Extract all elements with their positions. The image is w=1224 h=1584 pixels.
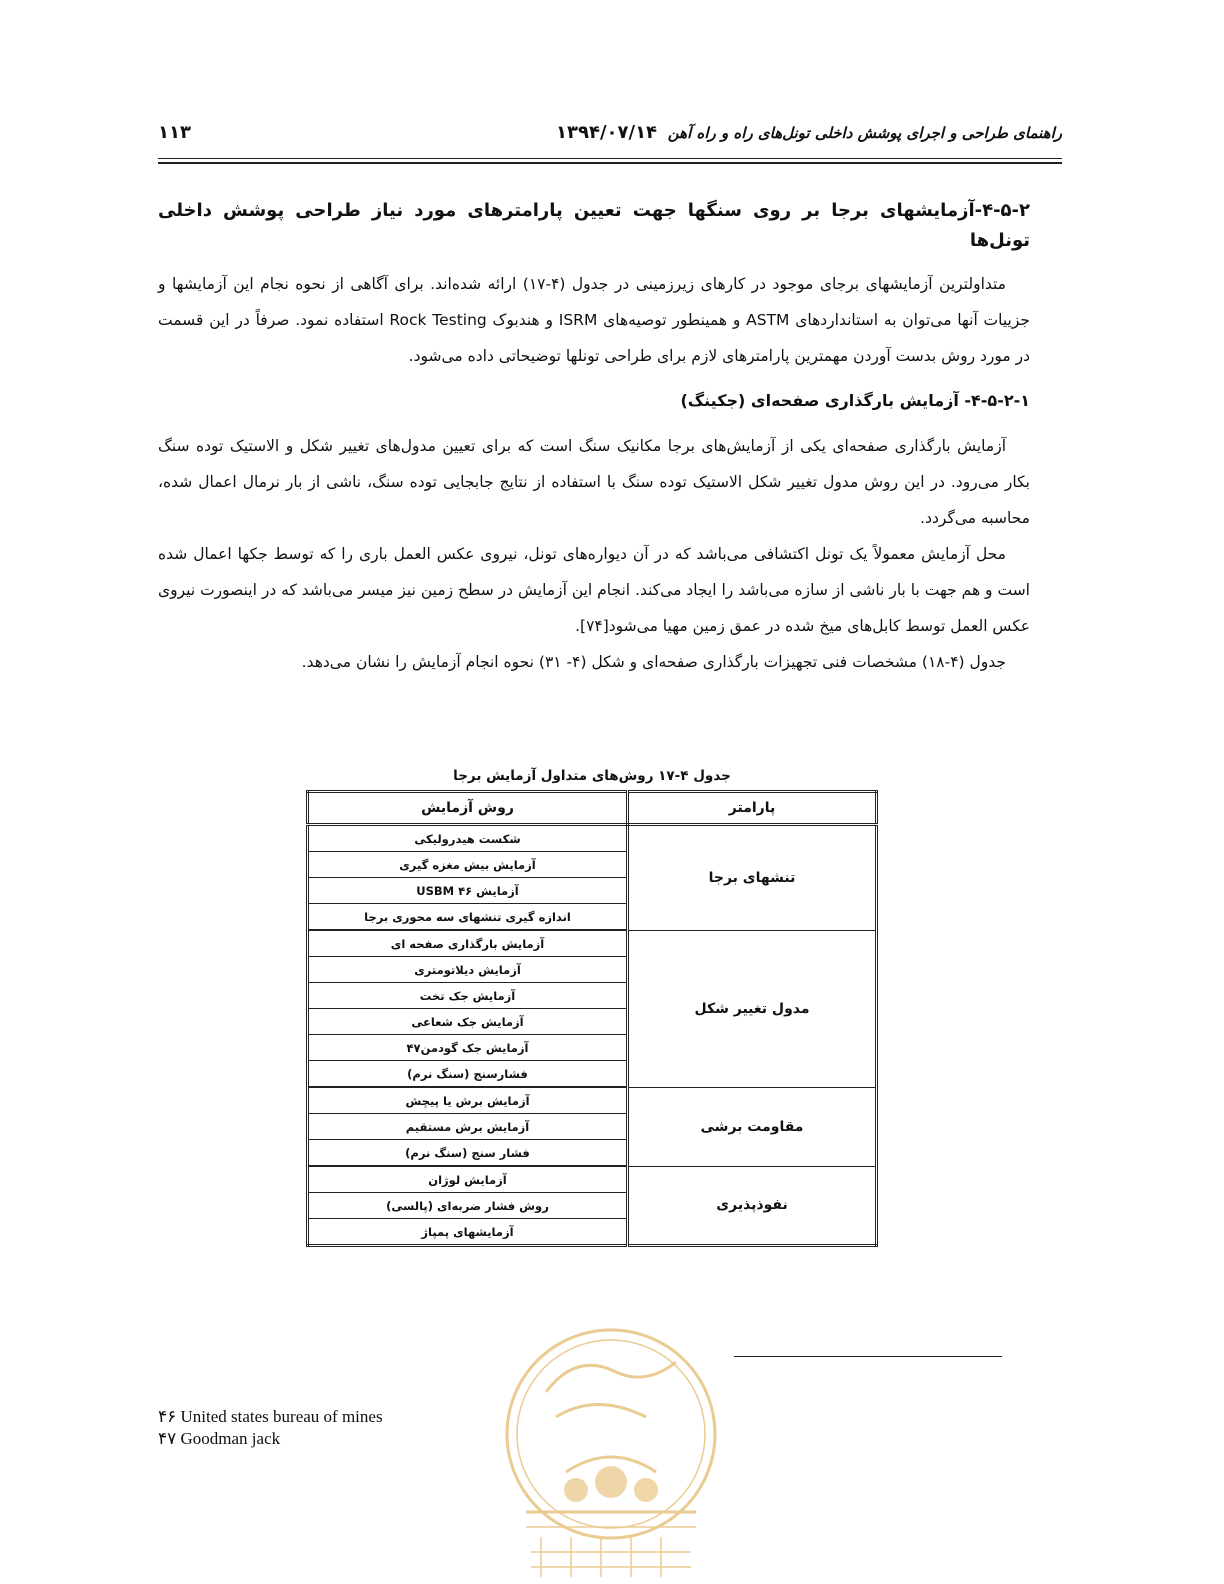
section-paragraph: متداولترین آزمایشهای برجای موجود در کارهای زیرزمینی در جدول (۴-۱۷) ارائه شده‌اند. برای آگاهی از نحوه نجام این آزمایشها و جزییات آنها می‌توان به استانداردهای ASTM و همینطور توصیه‌های ISRM و هندبوک Rock Testing استفاده نمود. صرفاً در این قسمت در مورد روش بدست آوردن مهمترین پارامترهای لازم برای طراحی تونلها توضیحاتی داده می‌شود. — [158, 275, 1030, 365]
page-number: ۱۱۳ — [158, 122, 191, 143]
subsection-paragraph-3: جدول (۴-۱۸) مشخصات فنی تجهیزات بارگذاری صفحه‌ای و شکل (۴- ۳۱) نحوه انجام آزمایش را نشان می‌دهد. — [301, 653, 1006, 671]
table-header-row — [308, 792, 877, 825]
method-cell: آزمایش برش مستقیم — [308, 1114, 628, 1140]
method-cell: اندازه گیری تنشهای سه محوری برجا — [308, 904, 628, 931]
method-cell: آزمایشهای پمپاژ — [308, 1219, 628, 1246]
parameter-cell: مقاومت برشی — [628, 1087, 877, 1166]
page-header — [158, 122, 1062, 152]
subsection-paragraph-2: محل آزمایش معمولاً یک تونل اکتشافی می‌باشد که در آن دیواره‌های تونل، نیروی عکس العمل باری را که توسط جکها اعمال شده است و هم جهت با بار ناشی از سازه می‌باشد را ایجاد می‌کند. انجام این آزمایش در سطح زمین نیز میسر می‌باشد که در اینصورت نیروی عکس العمل توسط کابل‌های میخ شده در عمق زمین مهیا می‌شود[۷۴]. — [158, 545, 1030, 635]
method-cell: آزمایش ۴۶ USBM — [308, 878, 628, 904]
table-caption: جدول ۴-۱۷ روش‌های متداول آزمایش برجا — [453, 768, 731, 784]
column-header-parameter: پارامتر — [628, 792, 877, 825]
method-cell: آزمایش دیلاتومتری — [308, 957, 628, 983]
test-methods-table — [306, 790, 878, 1247]
header-rule-thick — [158, 162, 1062, 164]
method-cell: فشارسنج (سنگ نرم) — [308, 1061, 628, 1088]
method-cell: آزمایش جک تخت — [308, 983, 628, 1009]
test-methods-table-block — [306, 768, 878, 1247]
method-cell: شکست هیدرولیکی — [308, 825, 628, 852]
parameter-cell: مدول تغییر شکل — [628, 930, 877, 1087]
method-cell: آزمایش جک گودمن۴۷ — [308, 1035, 628, 1061]
method-cell: فشار سنج (سنگ نرم) — [308, 1140, 628, 1167]
subsection-heading: ۴-۵-۲-۱- آزمایش بارگذاری صفحه‌ای (جکینگ) — [680, 391, 1030, 410]
table-row — [308, 825, 877, 852]
method-cell: آزمایش لوژان — [308, 1166, 628, 1193]
header-date: ۱۳۹۴/۰۷/۱۴ — [556, 122, 658, 143]
parameter-cell: تنشهای برجا — [628, 825, 877, 931]
publisher-watermark-logo — [486, 1322, 736, 1584]
table-body — [308, 825, 877, 1246]
table-row — [308, 1087, 877, 1114]
header-rule-thin — [158, 158, 1062, 159]
table-row — [308, 930, 877, 957]
footnote-rule — [734, 1356, 1002, 1357]
method-cell: آزمایش بارگذاری صفحه ای — [308, 930, 628, 957]
main-content — [158, 196, 1030, 680]
parameter-cell: نفوذپذیری — [628, 1166, 877, 1246]
method-cell: آزمایش بیش مغزه گیری — [308, 852, 628, 878]
table-row — [308, 1166, 877, 1193]
header-title: راهنمای طراحی و اجرای پوشش داخلی تونل‌های راه و راه آهن — [667, 124, 1062, 142]
section-heading: ۴-۵-۲-آزمایشهای برجا بر روی سنگها جهت تعیین پارامترهای مورد نیاز طراحی پوشش داخلی تونل‌ها — [158, 200, 1030, 251]
method-cell: آزمایش برش یا پیچش — [308, 1087, 628, 1114]
footnote-47: ۴۷ Goodman jack — [158, 1429, 281, 1448]
footnotes — [158, 1406, 383, 1450]
method-cell: آزمایش جک شعاعی — [308, 1009, 628, 1035]
method-cell: روش فشار ضربه‌ای (پالسی) — [308, 1193, 628, 1219]
footnote-46: ۴۶ United states bureau of mines — [158, 1407, 383, 1426]
subsection-paragraph-1: آزمایش بارگذاری صفحه‌ای یکی از آزمایش‌های برجا مکانیک سنگ است که برای تعیین مدول‌های تغییر شکل و الاستیک توده سنگ بکار می‌رود. در این روش مدول تغییر شکل الاستیک توده سنگ با استفاده از نتایج جابجایی توده سنگ، ناشی از بار نرمال اعمال شده، محاسبه می‌گردد. — [158, 437, 1030, 527]
column-header-method: روش آزمایش — [308, 792, 628, 825]
